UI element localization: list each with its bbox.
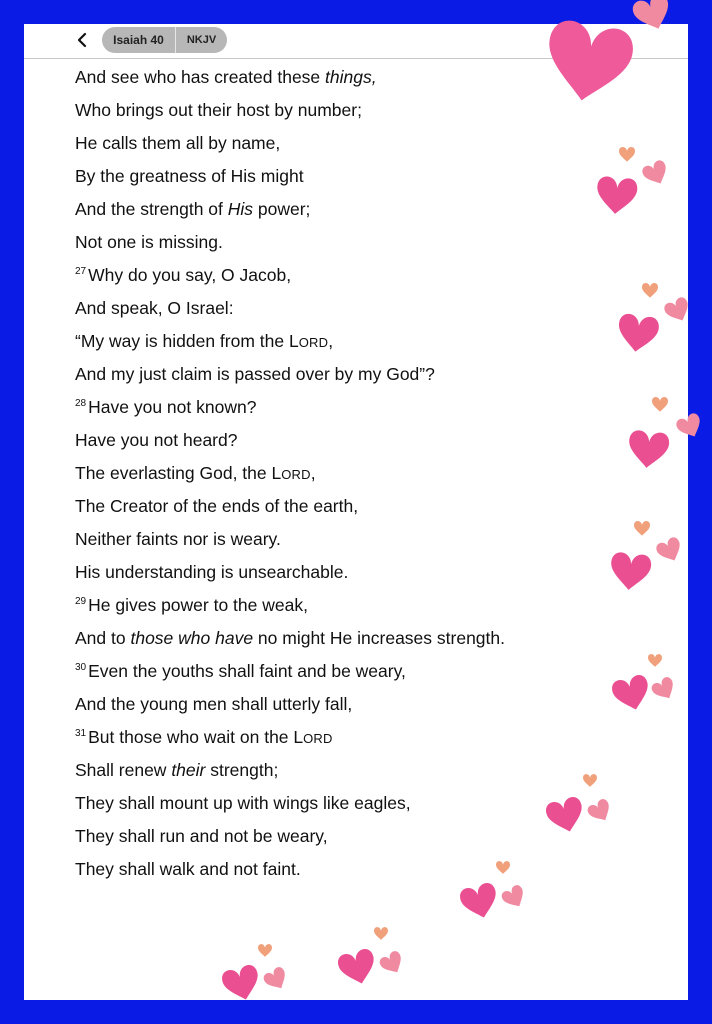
chapter-version-selector [102, 27, 227, 53]
verse-line: “My way is hidden from the LORD, [75, 331, 334, 351]
verse-line: His understanding is unsearchable. [75, 562, 349, 582]
back-button[interactable] [72, 29, 92, 51]
verse-line: Neither faints nor is weary. [75, 529, 281, 549]
verse-line: They shall walk and not faint. [75, 859, 301, 879]
verse-line: He calls them all by name, [75, 133, 281, 153]
verse-line: And my just claim is passed over by my God”? [75, 364, 435, 384]
verse-line: Have you not heard? [75, 430, 238, 450]
chevron-left-icon [76, 32, 88, 48]
verse-line: $^{28}$ Have you not known? [75, 397, 257, 417]
verse-line: Shall renew their strength; [75, 760, 279, 780]
verse-line: And see who has created these things, [75, 67, 377, 87]
verse-line: The Creator of the ends of the earth, [75, 496, 359, 516]
verse-line: They shall run and not be weary, [75, 826, 328, 846]
verse-number: 31 [75, 728, 87, 740]
verse-line: They shall mount up with wings like eagles, [75, 793, 411, 813]
verse-number: 30 [75, 662, 87, 674]
verse-line: And the strength of His power; [75, 199, 311, 219]
verse-line: And the young men shall utterly fall, [75, 694, 353, 714]
verse-line: By the greatness of His might [75, 166, 304, 186]
verse-line: And to those who have no might He increases strength. [75, 628, 505, 648]
verse-line: Who brings out their host by number; [75, 100, 362, 120]
reader-panel [24, 24, 688, 1000]
version-selector-button[interactable]: NKJV [175, 27, 227, 53]
verse-line: Not one is missing. [75, 232, 223, 252]
verse-line: The everlasting God, the LORD, [75, 463, 316, 483]
verse-line: $^{29}$ He gives power to the weak, [75, 595, 308, 615]
chapter-text [75, 61, 635, 886]
verse-number: 27 [75, 266, 87, 278]
verse-line: $^{31}$ But those who wait on the LORD [75, 727, 333, 747]
chapter-selector-button[interactable]: Isaiah 40 [113, 33, 164, 47]
verse-line: $^{30}$ Even the youths shall faint and be weary, [75, 661, 406, 681]
verse-line: $^{27}$ Why do you say, O Jacob, [75, 265, 292, 285]
verse-number: 28 [75, 398, 87, 410]
verse-number: 29 [75, 596, 87, 608]
verse-line: And speak, O Israel: [75, 298, 234, 318]
top-bar [24, 24, 688, 59]
